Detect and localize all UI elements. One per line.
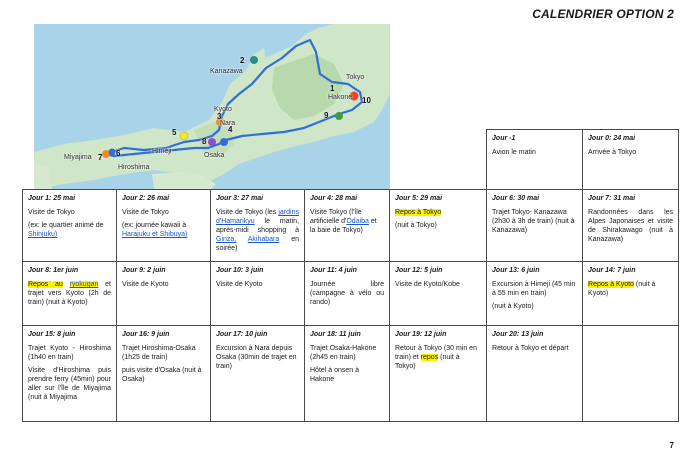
map-marker-5: 5 [172, 128, 177, 137]
calendar-week-1 [23, 190, 679, 262]
day-cell-13: Jour 13: 6 juin Excursion à Himeji (45 min à 55 min en train) (nuit à Kyoto) [487, 262, 583, 326]
map-marker-9: 9 [324, 111, 329, 120]
day-cell-17: Jour 17: 10 juin Excursion à Nara depuis Osaka (30min de trajet en train) [211, 326, 305, 422]
map-marker-10: 10 [362, 96, 371, 105]
calendar-week-2 [23, 262, 679, 326]
day-cell-minus1: Jour -1 Avion le matin [487, 130, 583, 190]
map-label-kanazawa: Kanazawa [210, 68, 243, 75]
day-cell-15: Jour 15: 8 juin Trajet Kyoto - Hiroshima (1h40 en train) Visite d'Hiroshima puis prendre ferry (45min) pour aller sur l'île de Miyajima (nuit à Miyajima [23, 326, 117, 422]
map-label-tokyo: Tokyo [346, 74, 365, 81]
day-cell-10: Jour 10: 3 juin Visite de Kyoto [211, 262, 305, 326]
map-marker-4: 4 [228, 125, 233, 134]
link-ginza[interactable]: Ginza, [216, 236, 237, 243]
day-cell-5: Jour 5: 29 mai Repos à Tokyo (nuit à Tokyo) [390, 190, 487, 262]
map-label-osaka: Osaka [204, 152, 225, 159]
map-label-hakone: Hakone [328, 94, 353, 101]
link-shinjuku[interactable]: Shinjuku) [28, 231, 58, 238]
map-label-nara: Nara [220, 120, 236, 127]
calendar-row-pre [23, 130, 679, 190]
day-cell-11: Jour 11: 4 juin Journée libre (campagne à vélo ou rando) [305, 262, 390, 326]
day-cell-9: Jour 9: 2 juin Visite de Kyoto [117, 262, 211, 326]
day-cell-2: Jour 2: 26 mai Visite de Tokyo (ex: journée kawaii à Harajuku et Shibuya) [117, 190, 211, 262]
calendar-table [22, 129, 679, 422]
map-marker-3: 3 [217, 112, 222, 121]
day-cell-4: Jour 4: 28 mai Visite Tokyo (l'île artificielle d'Odaiba et la baie de Tokyo) [305, 190, 390, 262]
map-label-hiroshima: Hiroshima [118, 164, 150, 171]
day-cell-16: Jour 16: 9 juin Trajet Hiroshima-Osaka (1h25 de train) puis visite d'Osaka (nuit à Osaka) [117, 326, 211, 422]
map-label-miyajima: Miyajima [64, 154, 92, 161]
map-label-kyoto: Kyoto [214, 106, 232, 113]
page-number: 7 [669, 441, 674, 450]
link-harajuku-shibuya[interactable]: Harajuku et Shibuya) [122, 231, 188, 238]
day-cell-18: Jour 18: 11 juin Trajet Osaka-Hakone (2h45 en train) Hôtel à onsen à Hakone [305, 326, 390, 422]
day-cell-19: Jour 19: 12 juin Retour à Tokyo (30 min en train) et repos (nuit à Tokyo) [390, 326, 487, 422]
day-cell-empty [583, 326, 679, 422]
day-cell-12: Jour 12: 5 juin Visite de Kyoto/Kobe [390, 262, 487, 326]
link-ryokugan[interactable]: ryokugan [69, 281, 99, 288]
day-cell-6: Jour 6: 30 mai Trajet Tokyo- Kanazawa (2h30 à 3h de train) (nuit à Kanazawa) [487, 190, 583, 262]
page-title: CALENDRIER OPTION 2 [532, 7, 674, 21]
map-label-himeji: Himeji [152, 148, 172, 155]
day-cell-20: Jour 20: 13 juin Retour à Tokyo et départ [487, 326, 583, 422]
day-cell-3: Jour 3: 27 mai Visite de Tokyo (les jardins d'Hamarikyu le matin, après-midi shopping à Ginza, Akihabara en soirée) [211, 190, 305, 262]
day-cell-1: Jour 1: 25 mai Visite de Tokyo (ex: le quartier animé de Shinjuku) [23, 190, 117, 262]
map-marker-7: 7 [98, 153, 103, 162]
calendar-week-3 [23, 326, 679, 422]
day-cell-14: Jour 14: 7 juin Repos à Kyoto (nuit à Kyoto) [583, 262, 679, 326]
day-cell-8: Jour 8: 1er juin Repos au ryokugan et trajet vers Kyoto (2h de train) (nuit à Kyoto) [23, 262, 117, 326]
link-akihabara[interactable]: Akihabara [247, 236, 280, 243]
day-cell-7: Jour 7: 31 mai Randonnées dans les Alpes Japonaises et visite de Shirakawago (nuit à Kanazawa) [583, 190, 679, 262]
day-cell-0: Jour 0: 24 mai Arrivée à Tokyo [583, 130, 679, 190]
map-marker-6: 6 [116, 149, 121, 158]
map-marker-2: 2 [240, 56, 245, 65]
link-odaiba[interactable]: Odaiba [346, 218, 369, 225]
map-marker-1: 1 [330, 84, 335, 93]
map-marker-8: 8 [202, 137, 207, 146]
link-hamarikyu[interactable]: jardins d'Hamarikyu [216, 209, 299, 225]
